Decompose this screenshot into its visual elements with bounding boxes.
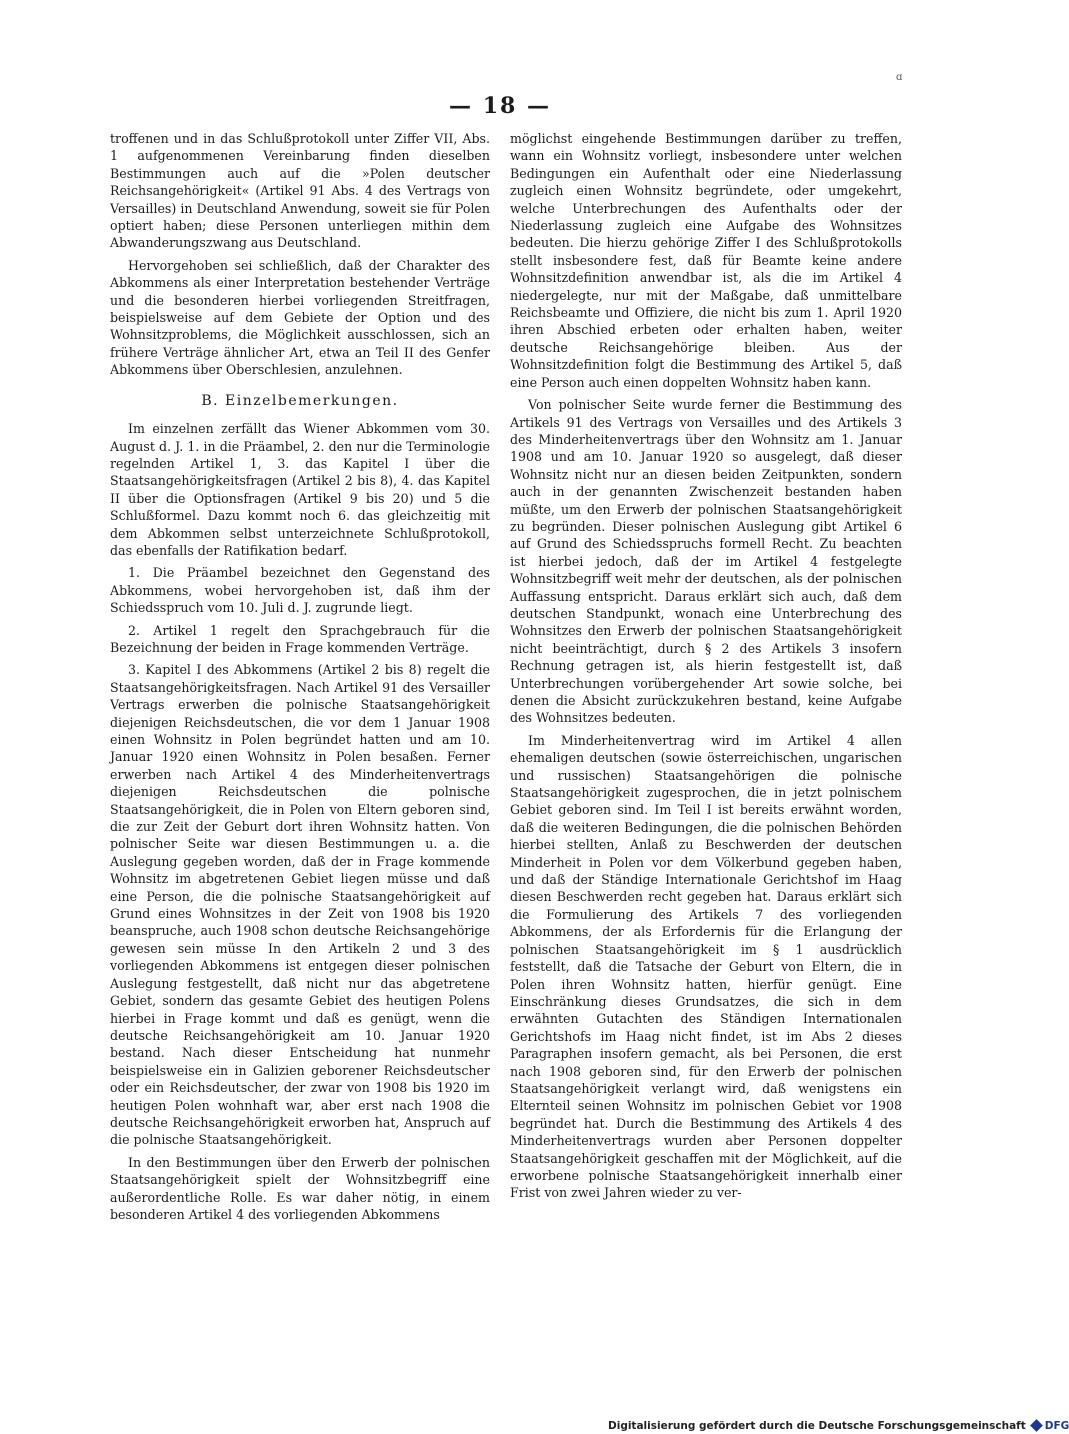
right-column xyxy=(510,130,902,1207)
paragraph: 2. Artikel 1 regelt den Sprachgebrauch für die Bezeichnung der beiden in Frage kommenden Verträge. xyxy=(110,622,490,655)
paragraph: troffenen und in das Schlußprotokoll unter Ziffer VII, Abs. 1 aufgenommenen Vereinbarung finden dieselben Bestimmungen auch auf die »Polen deutscher Reichsangehörigkeit« (Artikel 91 Abs. 4 des Vertrags von Versailles) in Deutschland Anwendung, soweit sie für Polen optiert haben; diese Personen unterliegen mithin dem Abwanderungszwang aus Deutschland. xyxy=(110,131,490,251)
dfg-logo-icon xyxy=(1030,1419,1043,1432)
dfg-logo xyxy=(1030,1420,1069,1432)
paragraph: Von polnischer Seite wurde ferner die Bestimmung des Artikels 91 des Vertrags von Versailles und des Artikels 3 des Minderheitenvertrags über den Wohnsitz am 1. Januar 1908 und am 10. Januar 1920 so ausgelegt, daß dieser Wohnsitz nicht nur an diesen beiden Zeitpunkten, sondern auch in der genannten Zwischenzeit bestanden haben müßte, um den Erwerb der polnischen Staatsangehörigkeit zu begründen. Dieser polnischen Auslegung gibt Artikel 6 auf Grund des Schiedsspruchs formell Recht. Zu beachten ist hierbei jedoch, daß der im Artikel 4 festgelegte Wohnsitzbegriff weit mehr der deutschen, als der polnischen Auffassung entspricht. Daraus erklärt sich auch, daß dem deutschen Standpunkt, wonach eine Unterbrechung des Wohnsitzes den Erwerb der polnischen Staatsangehörigkeit nicht beeinträchtigt, durch § 2 des Artikels 3 insofern Rechnung getragen ist, als hierin festgestellt ist, daß Unterbrechungen vorübergehender Art sowie solche, bei denen die Absicht zurückzukehren bestand, keine Aufgabe des Wohnsitzes bedeuten. xyxy=(510,397,902,726)
paragraph: Im einzelnen zerfällt das Wiener Abkommen vom 30. August d. J. 1. in die Präambel, 2. den nur die Terminologie regelnden Artikel 1, 3. das Kapitel I über die Staatsangehörigkeitsfragen (Artikel 2 bis 8), 4. das Kapitel II über die Optionsfragen (Artikel 9 bis 20) und 5 die Schlußformel. Dazu kommt noch 6. das gleichzeitig mit dem Abkommen selbst unterzeichnete Schlußprotokoll, das ebenfalls der Ratifikation bedarf. xyxy=(110,421,490,558)
dfg-logo-text: DFG xyxy=(1044,1419,1069,1432)
paragraph: 1. Die Präambel bezeichnet den Gegenstand des Abkommens, wobei hervorgehoben ist, daß ihm der Schiedsspruch vom 10. Juli d. J. zugrunde liegt. xyxy=(110,565,490,616)
paragraph: möglichst eingehende Bestimmungen darüber zu treffen, wann ein Wohnsitz vorliegt, insbesondere unter welchen Bedingungen ein Aufenthalt oder eine Niederlassung zugleich einen Wohnsitz begründete, oder umgekehrt, welche Unterbrechungen des Aufenthalts oder der Niederlassung zugleich eine Aufgabe des Wohnsitzes bedeuten. Die hierzu gehörige Ziffer I des Schlußprotokolls stellt insbesondere fest, daß für Beamte keine andere Wohnsitzdefinition anwendbar ist, als die im Artikel 4 niedergelegte, nur mit der Maßgabe, daß unmittelbare Reichsbeamte und Offiziere, die nicht bis zum 1. April 1920 ihren Abschied erbeten oder erhalten haben, weiter deutsche Reichsangehörige bleiben. Aus der Wohnsitzdefinition folgt die Bestimmung des Artikel 5, daß eine Person auch einen doppelten Wohnsitz haben kann. xyxy=(510,131,902,390)
page-number: — 18 — xyxy=(449,93,551,119)
left-column xyxy=(110,130,490,1228)
footer-credit: Digitalisierung gefördert durch die Deutsche Forschungsgemeinschaft xyxy=(608,1419,1026,1432)
section-heading: B. Einzelbemerkungen. xyxy=(201,392,399,409)
paragraph: 3. Kapitel I des Abkommens (Artikel 2 bis 8) regelt die Staatsangehörigkeitsfragen. Nach Artikel 91 des Versailler Vertrags erwerben die polnische Staatsangehörigkeit diejenigen Reichsdeutschen, die vor dem 1 Januar 1908 einen Wohnsitz in Polen begründet hatten und am 10. Januar 1920 einen Wohnsitz in Polen besaßen. Ferner erwerben nach Artikel 4 des Minderheitenvertrags diejenigen Reichsdeutschen die polnische Staatsangehörigkeit, die in Polen von Eltern geboren sind, die zur Zeit der Geburt dort ihren Wohnsitz hatten. Von polnischer Seite war diesen Bestimmungen u. a. die Auslegung gegeben worden, daß der in Frage kommende Wohnsitz im abgetretenen Gebiet liegen müsse und daß eine Person, die die polnische Staatsangehörigkeit auf Grund eines Wohnsitzes in der Zeit von 1908 bis 1920 beanspruche, auch 1908 schon deutsche Reichsangehörige gewesen sein müsse In den Artikeln 2 und 3 des vorliegenden Abkommens ist entgegen dieser polnischen Auslegung festgestellt, daß nicht nur das abgetretene Gebiet, sondern das gesamte Gebiet des heutigen Polens hierbei in Frage kommt und daß es genügt, wenn die deutsche Reichsangehörigkeit am 10. Januar 1920 bestand. Nach dieser Entscheidung hat nunmehr beispielsweise ein in Galizien geborener Reichsdeutscher oder ein Reichsdeutscher, der zwar von 1908 bis 1920 im heutigen Polen wohnhaft war, aber erst nach 1908 die deutsche Reichsangehörigkeit erworben hat, Anspruch auf die polnische Staatsangehörigkeit. xyxy=(110,662,490,1148)
footer xyxy=(608,1417,1069,1434)
paragraph: In den Bestimmungen über den Erwerb der polnischen Staatsangehörigkeit spielt der Wohnsitzbegriff eine außerordentliche Rolle. Es war daher nötig, in einem besonderen Artikel 4 des vorliegenden Abkommens xyxy=(110,1154,490,1222)
paragraph: Im Minderheitenvertrag wird im Artikel 4 allen ehemaligen deutschen (sowie österreichischen, ungarischen und russischen) Staatsangehörigen die polnische Staatsangehörigkeit zugesprochen, die in jetzt polnischem Gebiet geboren sind. Im Teil I ist bereits erwähnt worden, daß die weiteren Bedingungen, die die polnischen Behörden hierbei stellten, Anlaß zu Beschwerden der deutschen Minderheit in Polen vor dem Völkerbund gegeben haben, und daß der Ständige Internationale Gerichtshof im Haag diesen Beschwerden recht gegeben hat. Daraus erklärt sich die Formulierung des Artikels 7 des vorliegenden Abkommens, der als Erfordernis für die Erlangung der polnischen Staatsangehörigkeit im § 1 ausdrücklich feststellt, daß die Tatsache der Geburt von Eltern, die in Polen ihren Wohnsitz hatten, hierfür genügt. Eine Einschränkung dieses Grundsatzes, die sich in dem erwähnten Gutachten des Ständigen Internationalen Gerichtshofs im Haag nicht findet, ist im Abs 2 dieses Paragraphen insofern gemacht, als bei Personen, die erst nach 1908 geboren sind, für den Erwerb der polnischen Staatsangehörigkeit verlangt wird, daß wenigstens ein Elternteil seinen Wohnsitz im polnischen Gebiet vor 1908 begründet hat. Durch die Bestimmung des Artikels 4 des Minderheitenvertrags wurden aber Personen doppelter Staatsangehörigkeit geschaffen mit der Möglichkeit, auf die erworbene polnische Staatsangehörigkeit innerhalb einer Frist von zwei Jahren wieder zu ver- xyxy=(510,732,902,1201)
paragraph: Hervorgehoben sei schließlich, daß der Charakter des Abkommens als einer Interpretation bestehender Verträge und die besonderen hierbei vorliegenden Streitfragen, beispielsweise auf dem Gebiete der Option und des Wohnsitzproblems, die Möglichkeit ausschlossen, sich an frühere Verträge ähnlicher Art, etwa an Teil II des Genfer Abkommens über Oberschlesien, anzulehnen. xyxy=(110,257,490,378)
corner-mark: ɑ xyxy=(896,72,903,83)
